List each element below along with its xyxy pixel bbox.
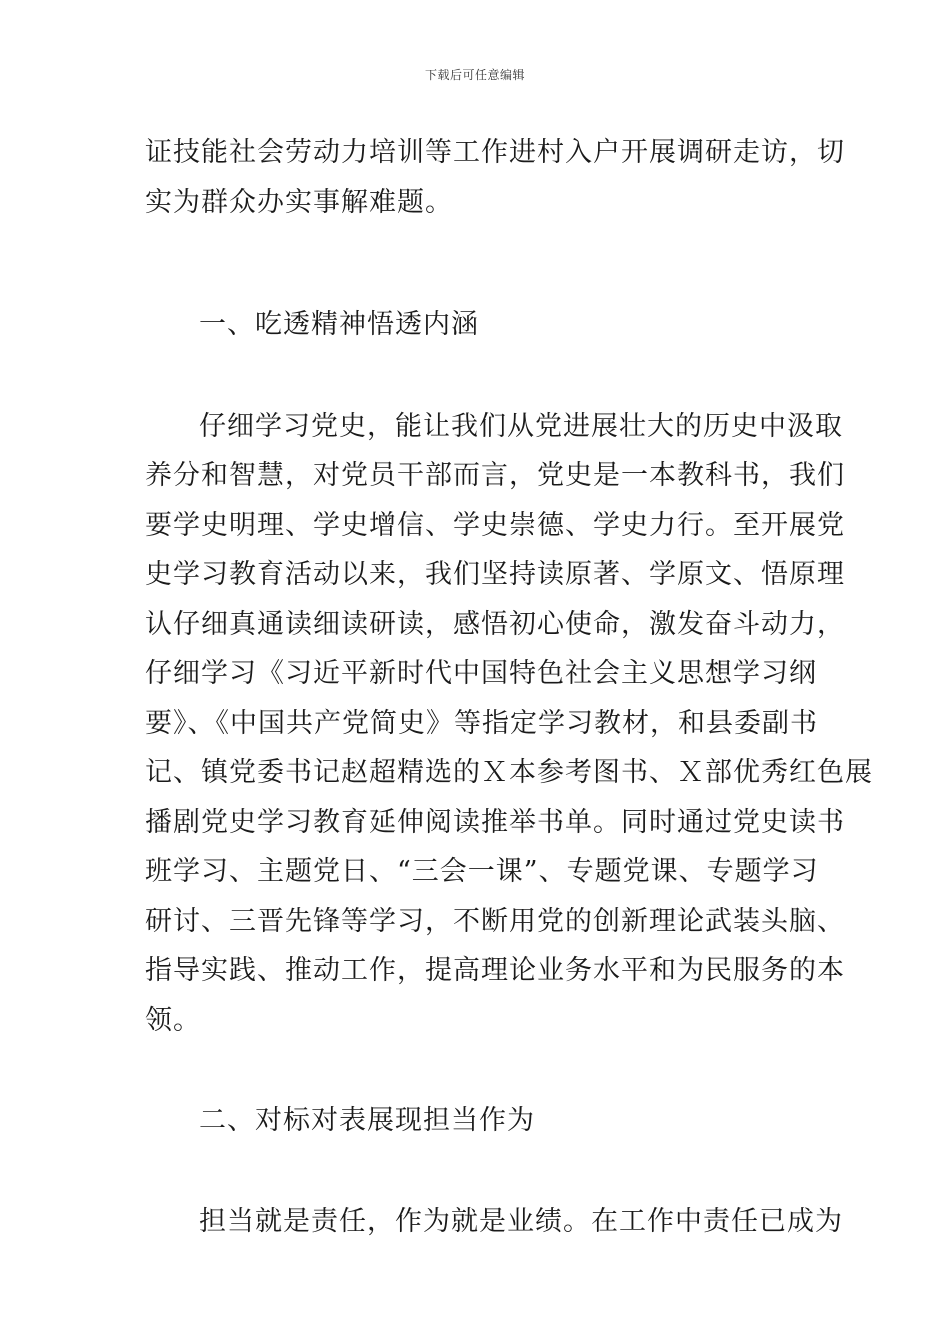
document-body [145, 128, 873, 1246]
text-line: 领。 [145, 1004, 201, 1036]
text-line: 要》、《中国共产党简史》等指定学习教材，和县委副书 [145, 707, 818, 739]
text-line: 播剧党史学习教育延伸阅读推举书单。同时通过党史读书 [145, 806, 845, 838]
text-line: 班学习、主题党日、“三会一课”、专题党课、专题学习 [145, 856, 819, 887]
text-line: 实为群众办实事解难题。 [145, 186, 453, 218]
section-heading-1: 一、吃透精神悟透内涵 [199, 309, 479, 340]
text-line: 研讨、三晋先锋等学习，不断用党的创新理论武装头脑、 [145, 905, 845, 937]
paragraph-section-1 [145, 402, 873, 1046]
text-line: 仔细学习《习近平新时代中国特色社会主义思想学习纲 [145, 658, 817, 689]
text-line: 指导实践、推动工作，提高理论业务水平和为民服务的本 [145, 955, 845, 986]
text-line: 仔细学习党史，能让我们从党进展壮大的历史中汲取 [199, 410, 843, 442]
paragraph-section-2 [145, 1197, 843, 1247]
text-line: 史学习教育活动以来，我们坚持读原著、学原文、悟原理 [145, 559, 845, 590]
page-header: 下载后可任意编辑 [424, 68, 525, 82]
paragraph-continued [145, 128, 845, 227]
text-line: 记、镇党委书记赵超精选的Ｘ本参考图书、Ｘ部优秀红色展 [145, 757, 873, 788]
text-line: 证技能社会劳动力培训等工作进村入户开展调研走访，切 [145, 137, 845, 168]
text-line: 认仔细真通读细读研读，感悟初心使命，激发奋斗动力， [145, 608, 845, 640]
text-line: 养分和智慧，对党员干部而言，党史是一本教科书，我们 [145, 460, 845, 491]
text-line: 要学史明理、学史增信、学史崇德、学史力行。至开展党 [145, 509, 845, 541]
text-line: 担当就是责任，作为就是业绩。在工作中责任已成为 [199, 1205, 843, 1237]
section-heading-2: 二、对标对表展现担当作为 [199, 1105, 535, 1136]
